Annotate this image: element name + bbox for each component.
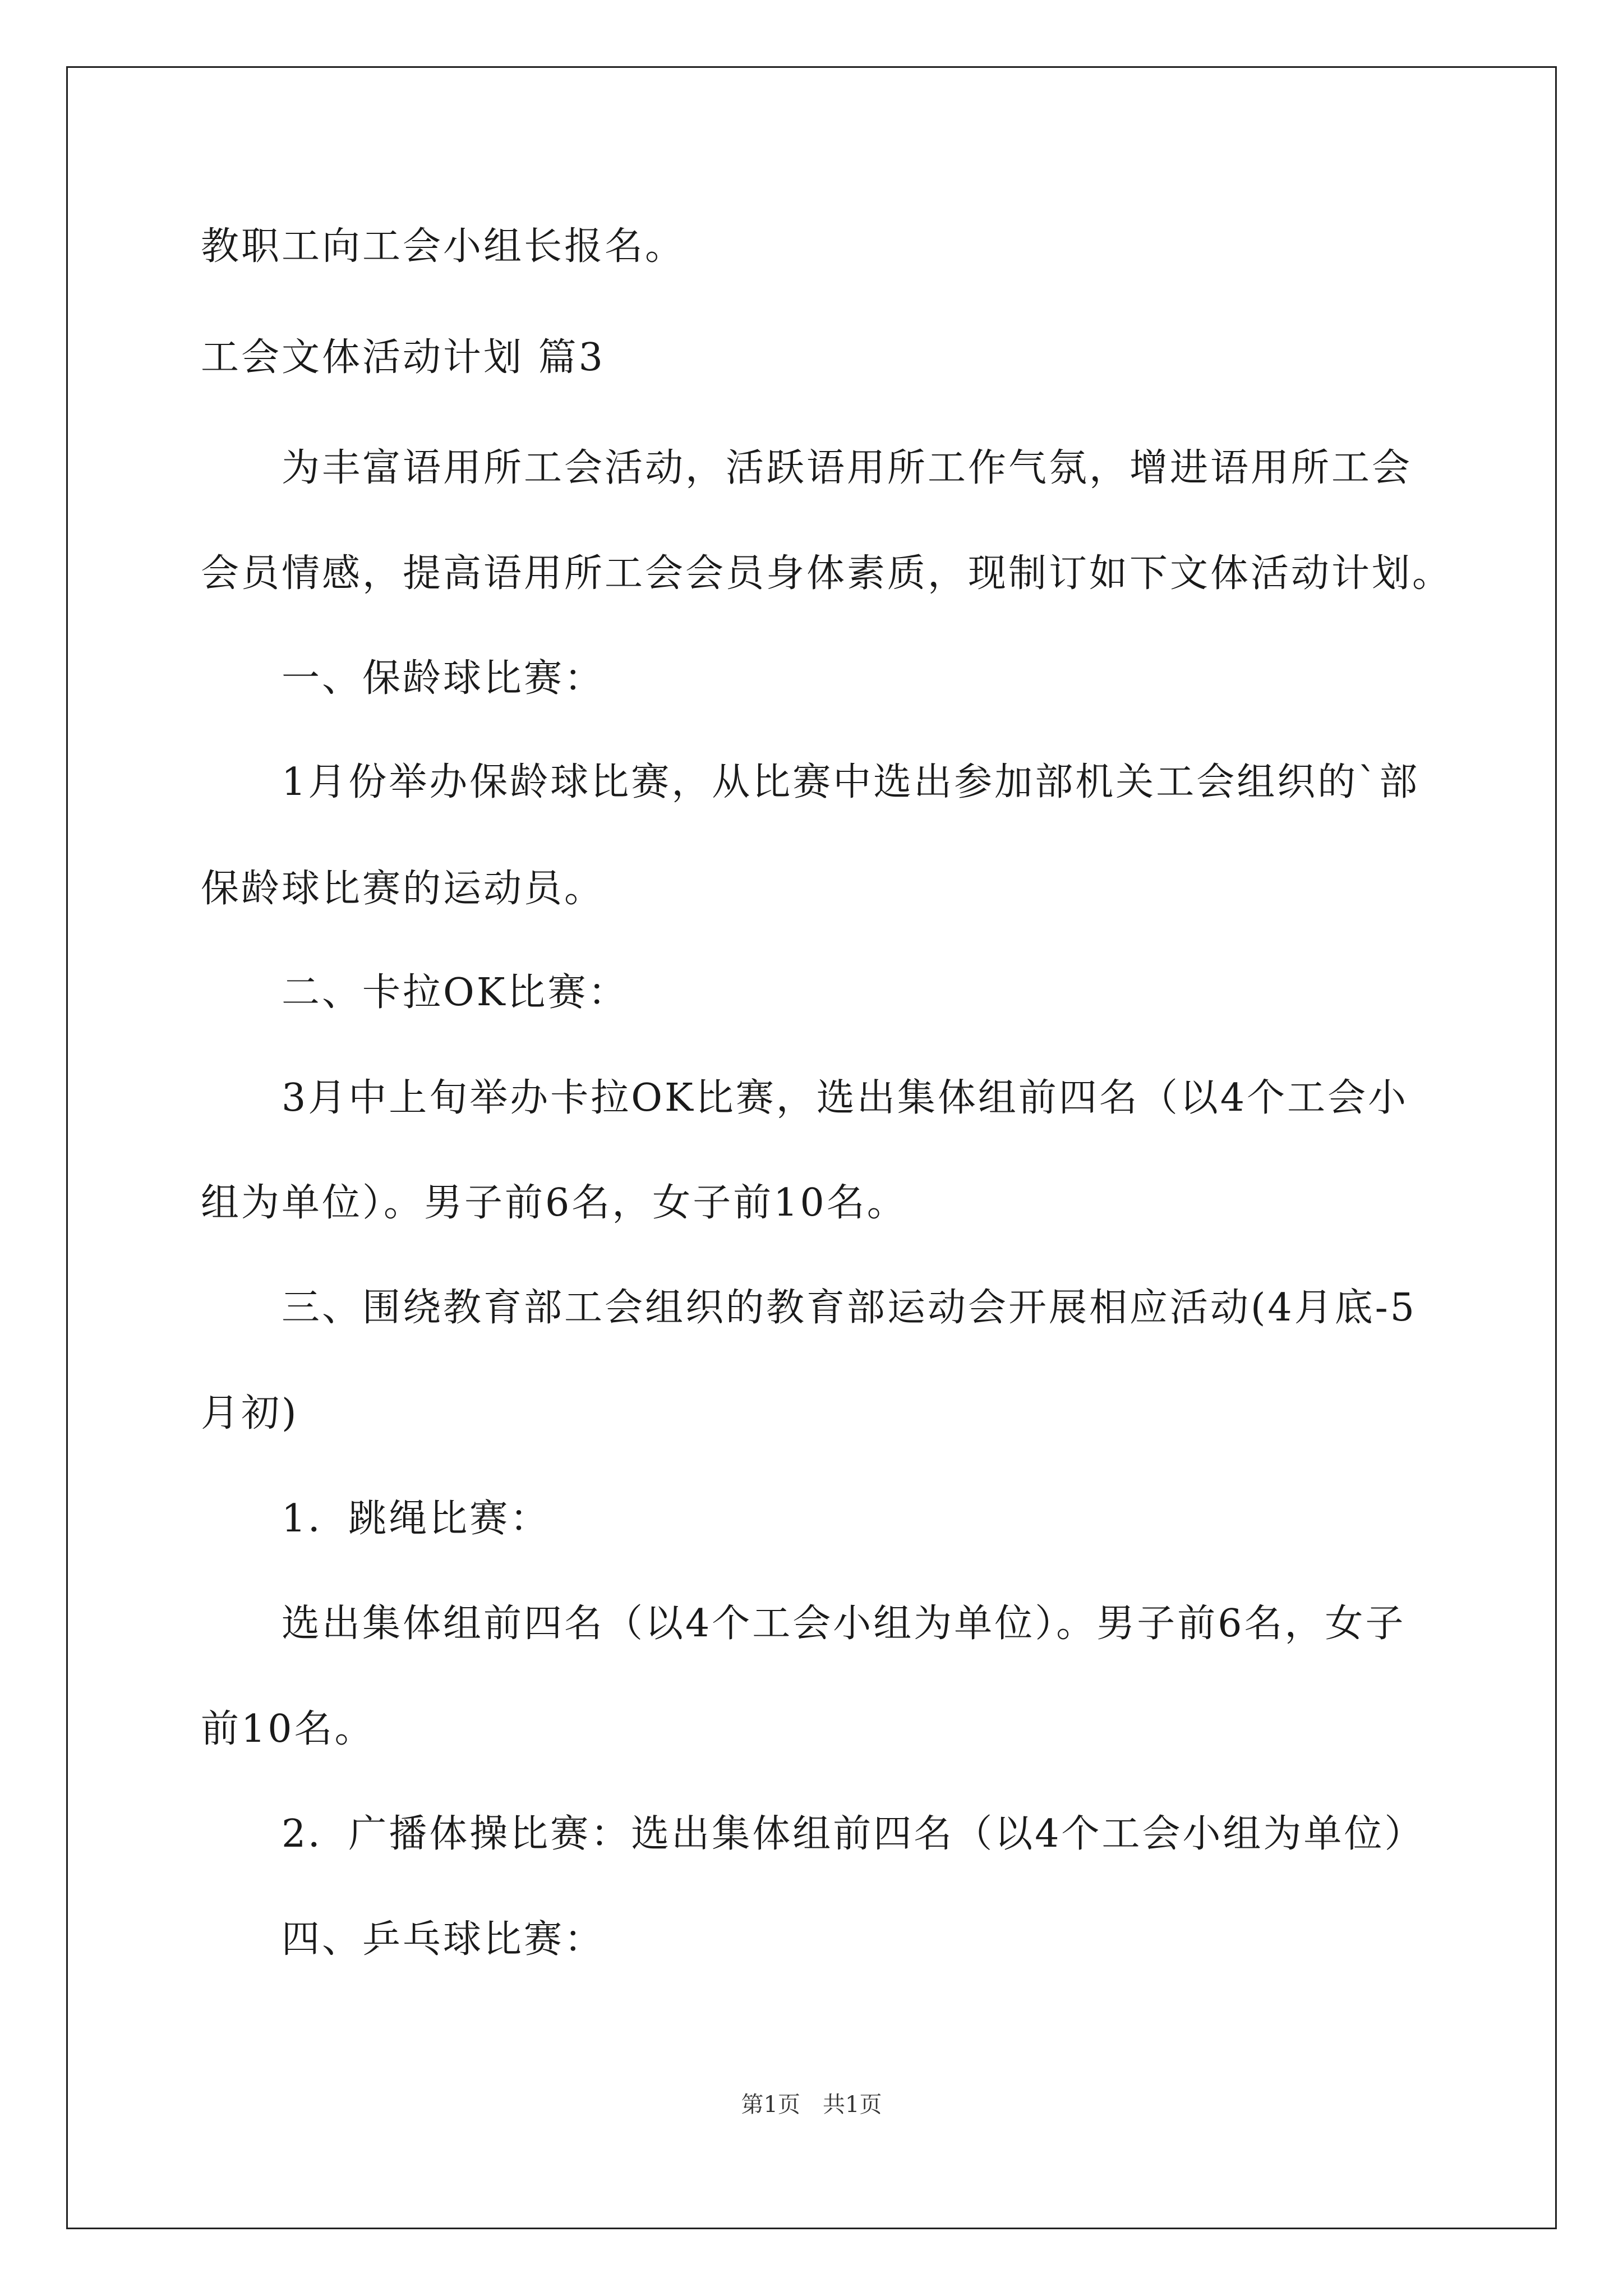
text-line: 教职工向工会小组长报名。	[201, 224, 686, 269]
paragraph-line: 1月份举办保龄球比赛，从比赛中选出参加部机关工会组织的`部	[282, 760, 1420, 804]
subheading: 四、乒乓球比赛：	[282, 1917, 605, 1962]
paragraph-line: 前10名。	[201, 1707, 375, 1751]
paragraph-line: 选出集体组前四名（以4个工会小组为单位）。男子前6名，女子	[282, 1602, 1406, 1646]
page-footer: 第1页 共1页	[741, 2092, 882, 2118]
section-heading: 工会文体活动计划 篇3	[201, 335, 605, 380]
paragraph-line: 3月中上旬举办卡拉OK比赛，选出集体组前四名（以4个工会小	[282, 1076, 1409, 1120]
subheading: 一、保龄球比赛：	[282, 656, 605, 701]
paragraph-line: 会员情感，提高语用所工会会员身体素质，现制订如下文体活动计划。	[201, 551, 1453, 596]
page-border	[66, 66, 1557, 2229]
subheading: 二、卡拉OK比赛：	[282, 970, 629, 1015]
paragraph-line: 组为单位）。男子前6名，女子前10名。	[201, 1181, 907, 1225]
paragraph-line: 保龄球比赛的运动员。	[201, 867, 605, 911]
paragraph-line: 2．广播体操比赛：选出集体组前四名（以4个工会小组为单位）	[282, 1812, 1425, 1856]
paragraph-line: 月初)	[201, 1391, 299, 1435]
paragraph-line: 为丰富语用所工会活动，活跃语用所工作气氛，增进语用所工会	[282, 446, 1413, 490]
subheading: 1．跳绳比赛：	[282, 1497, 551, 1541]
subheading: 三、围绕教育部工会组织的教育部运动会开展相应活动(4月底-5	[282, 1286, 1417, 1330]
